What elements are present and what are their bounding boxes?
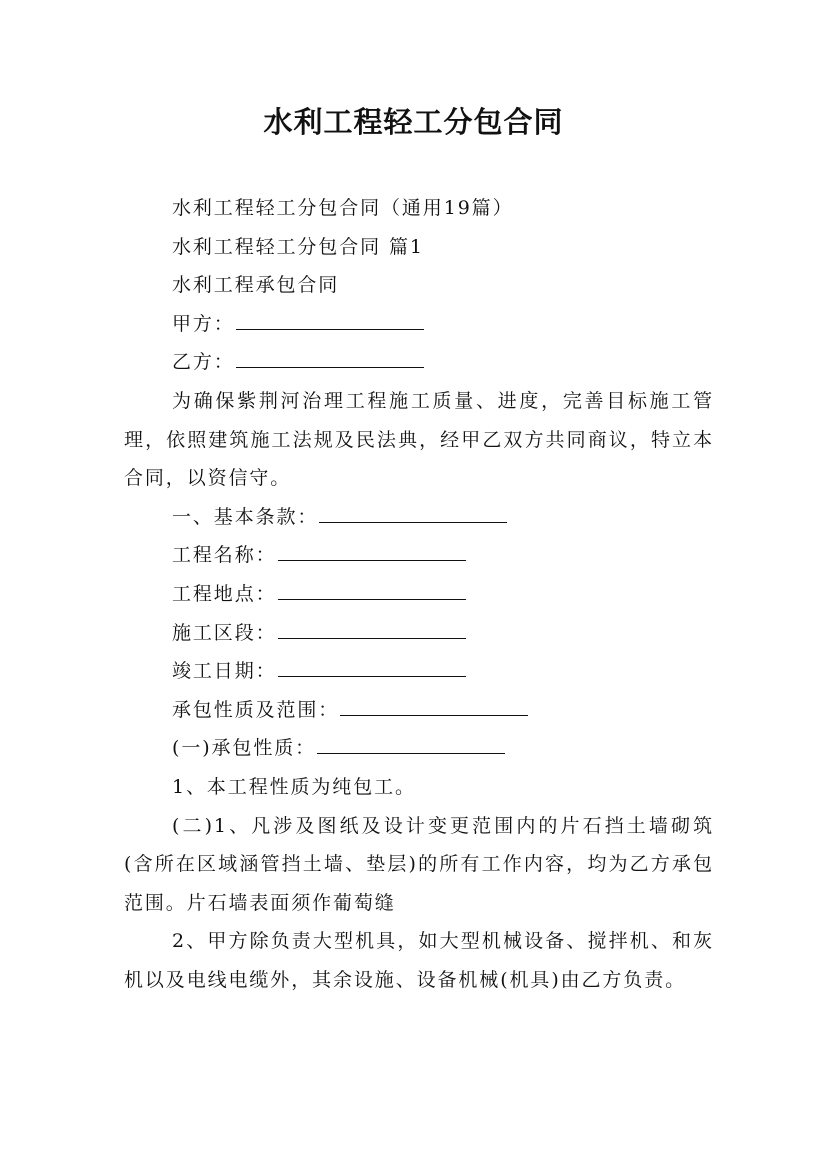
party-b-blank — [236, 350, 424, 368]
clause-1-paragraph: 1、本工程性质为纯包工。 — [172, 775, 416, 798]
document-title: 水利工程轻工分包合同 — [263, 105, 564, 139]
contract-nature-scope-blank — [340, 698, 528, 716]
party-a-line — [124, 305, 714, 344]
completion-date-line — [124, 652, 714, 691]
clause-2-1-paragraph: (二)1、凡涉及图纸及设计变更范围内的片石挡土墙砌筑(含所在区域涵管挡土墙、垫层)的所有工作内容，均为乙方承包范围。片石墙表面须作葡萄缝 — [124, 814, 714, 914]
clause-2-2-paragraph: 2、甲方除负责大型机具，如大型机械设备、搅拌机、和灰机以及电线电缆外，其余设施、设备机械(机具)由乙方负责。 — [124, 930, 714, 991]
project-location-label: 工程地点： — [172, 582, 277, 605]
document-body — [124, 189, 714, 999]
party-a-label: 甲方： — [172, 312, 235, 335]
contract-nature-scope-line — [124, 691, 714, 730]
party-a-blank — [236, 312, 424, 330]
party-b-label: 乙方： — [172, 351, 235, 374]
section-heading-paragraph: 水利工程轻工分包合同 篇1 — [172, 235, 424, 258]
construction-section-line — [124, 614, 714, 653]
project-name-blank — [278, 543, 466, 561]
basic-terms-blank — [319, 505, 507, 523]
basic-terms-label: 一、基本条款： — [172, 505, 319, 528]
party-b-line — [124, 343, 714, 382]
basic-terms-line — [124, 498, 714, 537]
construction-section-blank — [278, 621, 466, 639]
completion-date-label: 竣工日期： — [172, 660, 277, 683]
contract-nature-blank — [317, 736, 505, 754]
project-location-blank — [278, 582, 466, 600]
preamble-paragraph: 为确保紫荆河治理工程施工质量、进度，完善目标施工管理，依照建筑施工法规及民法典，经甲乙双方共同商议，特立本合同，以资信守。 — [124, 389, 714, 490]
contract-nature-label: (一)承包性质： — [172, 737, 317, 760]
completion-date-blank — [278, 659, 466, 677]
project-name-label: 工程名称： — [172, 544, 277, 567]
contract-nature-line — [124, 729, 714, 768]
construction-section-label: 施工区段： — [172, 621, 277, 644]
contract-name-paragraph: 水利工程承包合同 — [172, 274, 340, 297]
subtitle-paragraph: 水利工程轻工分包合同（通用19篇） — [172, 197, 514, 219]
project-name-line — [124, 536, 714, 575]
contract-nature-scope-label: 承包性质及范围： — [172, 698, 340, 721]
project-location-line — [124, 575, 714, 614]
